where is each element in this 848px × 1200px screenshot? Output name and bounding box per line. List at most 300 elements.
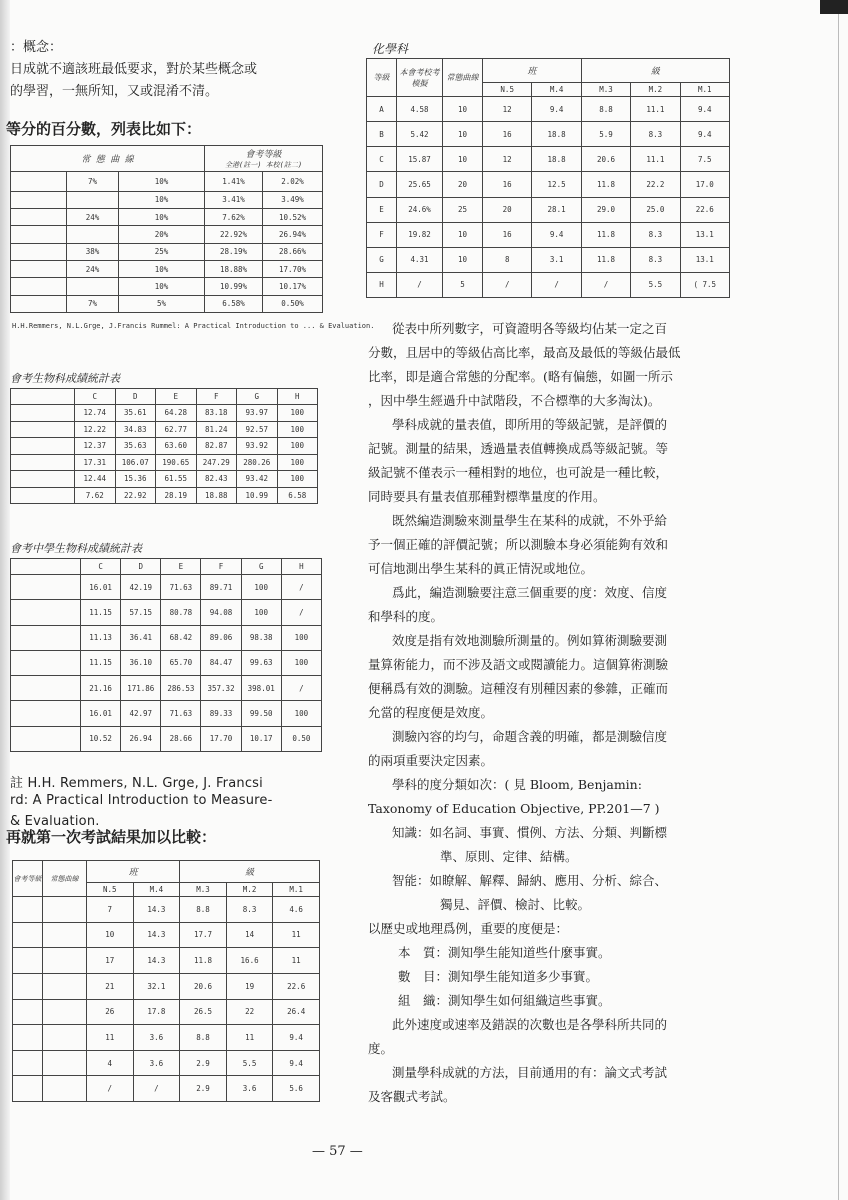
- table-cell: 8.8: [180, 1025, 227, 1051]
- table-cell: 4.58: [397, 97, 443, 122]
- table-cell: 99.63: [241, 650, 281, 675]
- table-cell: 8.3: [631, 247, 680, 272]
- table-cell: 5.6: [273, 1076, 320, 1102]
- table-row: [367, 147, 730, 172]
- table-cell: /: [281, 676, 321, 701]
- table-cell: 25.65: [397, 172, 443, 197]
- table-cell: 20.6: [581, 147, 630, 172]
- table-cell: 247.29: [196, 454, 237, 471]
- table-cell: 12.44: [75, 471, 116, 488]
- table-cell: 10.52: [81, 726, 121, 751]
- para1-line-1: 從表中所列數字，可資證明各等級均佔某一定之百: [392, 321, 668, 336]
- knowledge-line-1: 知識：如名詞、事實、慣例、方法、分類、判斷標: [392, 825, 668, 840]
- chem-group-class: 班: [483, 59, 582, 83]
- table-cell: 100: [277, 454, 318, 471]
- table-cell: 3.49%: [263, 191, 323, 208]
- table-cell: 9.4: [532, 222, 581, 247]
- table-header-cell: M.1: [273, 883, 320, 897]
- table-cell: 13.1: [680, 222, 729, 247]
- table-cell: 11.13: [81, 625, 121, 650]
- table-cell: /: [281, 600, 321, 625]
- table-cell: 5.5: [226, 1050, 273, 1076]
- table-row: [367, 122, 730, 147]
- table-cell: 35.63: [115, 438, 156, 455]
- table-cell: 17.70: [201, 726, 241, 751]
- table-cell: 28.19: [156, 487, 197, 504]
- para1-line-2: 分數，且居中的等級佔高比率，最高及最低的等級佔最低: [368, 345, 681, 360]
- table-cell: 62.77: [156, 421, 197, 438]
- table-biology-stats: [10, 388, 318, 504]
- table-cell: 20.6: [180, 973, 227, 999]
- para2-line-2: 記號。測量的結果，透過量表值轉換成爲等級記號。等: [368, 441, 669, 456]
- table-cell: 84.47: [201, 650, 241, 675]
- table-cell: 22.92%: [205, 226, 263, 243]
- table-cell: 9.4: [532, 97, 581, 122]
- para4-line-2: 和學科的度。: [368, 609, 444, 624]
- table-header-cell: N.5: [483, 83, 532, 97]
- table-cell: 12.37: [75, 438, 116, 455]
- table-first-exam: [12, 860, 320, 1102]
- table-cell: 10%: [119, 172, 205, 192]
- table-cell: 11.15: [81, 650, 121, 675]
- table-cell: 11: [273, 922, 320, 948]
- para1-line-3: 比率，即是適合常態的分配率。(略有偏態，如圖一所示: [368, 369, 673, 384]
- para4-line-1: 爲此，編造測驗要注意三個重要的度：效度、信度: [392, 585, 668, 600]
- table-school-biology-stats: [10, 558, 322, 752]
- table-header-cell: E: [161, 559, 201, 575]
- table-row: [11, 575, 322, 600]
- table-cell: 4.31: [397, 247, 443, 272]
- table-cell: 10: [443, 247, 483, 272]
- table-cell: 8.8: [180, 897, 227, 923]
- table-cell: 24%: [67, 260, 119, 277]
- table-cell: 10.99: [237, 487, 278, 504]
- page-number: — 57 —: [312, 1144, 363, 1159]
- table-cell: 25: [443, 197, 483, 222]
- table2-title: 會考生物科成績統計表: [10, 372, 120, 385]
- para3-line-2: 予一個正確的評價記號；所以測驗本身必須能夠有效和: [368, 537, 669, 552]
- table-row: [11, 600, 322, 625]
- table-cell: 11.1: [631, 97, 680, 122]
- table-cell: 10%: [119, 208, 205, 225]
- table4-group-level: 級: [180, 861, 320, 883]
- binding-shadow: [0, 0, 10, 1200]
- table-cell: 21.16: [81, 676, 121, 701]
- para8-line-1: 此外速度或速率及錯誤的次數也是各學科所共同的: [392, 1017, 668, 1032]
- table-header-cell: C: [75, 389, 116, 405]
- table-cell: 38%: [67, 243, 119, 260]
- table-cell: 24.6%: [397, 197, 443, 222]
- table-header-cell: F: [196, 389, 237, 405]
- table-cell: 10: [443, 222, 483, 247]
- table-cell: /: [133, 1076, 180, 1102]
- table-cell: 25%: [119, 243, 205, 260]
- table-cell: /: [87, 1076, 134, 1102]
- table-header-cell: M.4: [133, 883, 180, 897]
- table-cell: 26: [87, 999, 134, 1025]
- table-cell: 6.58: [277, 487, 318, 504]
- table-cell: 9.4: [680, 97, 729, 122]
- table-row: [11, 405, 318, 422]
- table-cell: 9.4: [273, 1050, 320, 1076]
- table-cell: 15.36: [115, 471, 156, 488]
- table-header-cell: H: [277, 389, 318, 405]
- table-cell: 93.92: [237, 438, 278, 455]
- corner-mark: [820, 0, 848, 14]
- table-header-cell: G: [241, 559, 281, 575]
- table-cell: 2.02%: [263, 172, 323, 192]
- table-cell: 57.15: [121, 600, 161, 625]
- table-header-cell: M.2: [226, 883, 273, 897]
- table-cell: 32.1: [133, 973, 180, 999]
- table-chemistry: [366, 58, 730, 298]
- table-cell: 26.5: [180, 999, 227, 1025]
- table-cell: 7%: [67, 172, 119, 192]
- table-cell: 11.8: [180, 948, 227, 974]
- table-cell: 12: [483, 97, 532, 122]
- table4-header-grade: 會考等級: [13, 861, 43, 897]
- table-cell: 36.10: [121, 650, 161, 675]
- table-cell: 0.50: [281, 726, 321, 751]
- table-cell: ( 7.5: [680, 272, 729, 297]
- table-cell: 0.50%: [263, 295, 323, 312]
- table-cell: 25.0: [631, 197, 680, 222]
- table-cell: 11: [226, 1025, 273, 1051]
- table-row: [11, 676, 322, 701]
- table-cell: 14: [226, 922, 273, 948]
- table-row: [367, 97, 730, 122]
- table-header-cell: H: [281, 559, 321, 575]
- table-cell: 100: [241, 575, 281, 600]
- table-cell: 16: [483, 222, 532, 247]
- para5-line-1: 效度是指有效地測驗所測量的。例如算術測驗要測: [392, 633, 668, 648]
- para1-line-4: ，因中學生經過升中試階段，不合標準的大多淘汰)。: [368, 393, 661, 408]
- table-cell: 22.6: [273, 973, 320, 999]
- table-cell: 100: [281, 701, 321, 726]
- heading-percent: 等分的百分數，列表比如下：: [6, 120, 202, 138]
- table-cell: 99.50: [241, 701, 281, 726]
- table-cell: 10: [87, 922, 134, 948]
- table-cell: 22: [226, 999, 273, 1025]
- table-cell: 3.6: [133, 1050, 180, 1076]
- table-cell: 398.01: [241, 676, 281, 701]
- table-cell: 3.41%: [205, 191, 263, 208]
- table-cell: G: [367, 247, 397, 272]
- table-row: [367, 222, 730, 247]
- table-cell: 82.43: [196, 471, 237, 488]
- table-row: [13, 897, 320, 923]
- table-cell: [67, 278, 119, 295]
- table-cell: 12.22: [75, 421, 116, 438]
- table-cell: 1.41%: [205, 172, 263, 192]
- table3-title: 會考中學生物科成績統計表: [10, 542, 142, 555]
- para5-line-4: 允當的程度便是效度。: [368, 705, 494, 720]
- table-row: [11, 172, 67, 192]
- table-cell: 100: [241, 600, 281, 625]
- table-row: [11, 701, 322, 726]
- history-item-2: 數 目：測知學生能知道多少事實。: [398, 969, 599, 984]
- table-cell: 29.0: [581, 197, 630, 222]
- table-row: [11, 243, 67, 260]
- table-cell: 3.1: [532, 247, 581, 272]
- table-cell: 100: [277, 471, 318, 488]
- table-cell: 14.3: [133, 897, 180, 923]
- table-cell: 21: [87, 973, 134, 999]
- table-cell: 18.8: [532, 122, 581, 147]
- table-row: [13, 922, 320, 948]
- table-cell: 5%: [119, 295, 205, 312]
- table-cell: 100: [281, 650, 321, 675]
- ability-line-2: 獨見、評價、檢討、比較。: [440, 897, 591, 912]
- chemistry-title: 化學科: [372, 42, 409, 56]
- table-cell: 8: [483, 247, 532, 272]
- table-header-cell: G: [237, 389, 278, 405]
- table-row: [11, 471, 318, 488]
- table-row: [13, 948, 320, 974]
- para3-line-1: 既然編造測驗來測量學生在某科的成就，不外乎給: [392, 513, 668, 528]
- table-cell: 100: [277, 405, 318, 422]
- table-cell: /: [483, 272, 532, 297]
- table-cell: 5.5: [631, 272, 680, 297]
- chem-header-grade: 等級: [367, 59, 397, 97]
- table-cell: 7.62: [75, 487, 116, 504]
- table-cell: 11.1: [631, 147, 680, 172]
- table-header-cell: C: [81, 559, 121, 575]
- table-cell: 26.94: [121, 726, 161, 751]
- table-cell: 7%: [67, 295, 119, 312]
- table-cell: /: [581, 272, 630, 297]
- table-cell: 82.87: [196, 438, 237, 455]
- table-cell: 89.71: [201, 575, 241, 600]
- table-cell: 20: [483, 197, 532, 222]
- para6-line-2: 的兩項重要決定因素。: [368, 753, 494, 768]
- table-cell: 11.8: [581, 172, 630, 197]
- table-cell: 3.6: [133, 1025, 180, 1051]
- table-cell: 7.5: [680, 147, 729, 172]
- table-cell: [11, 389, 75, 405]
- para5-line-3: 便稱爲有效的測驗。這種沒有別種因素的參雜，正確而: [368, 681, 669, 696]
- table-cell: [67, 191, 119, 208]
- table-header-cell: M.4: [532, 83, 581, 97]
- table-cell: 16.01: [81, 575, 121, 600]
- table-header-cell: M.3: [180, 883, 227, 897]
- para3-line-3: 可信地測出學生某科的眞正情況或地位。: [368, 561, 594, 576]
- table-cell: 65.70: [161, 650, 201, 675]
- para6-line-1: 測驗內容的均勻，命題含義的明確，都是測驗信度: [392, 729, 668, 744]
- table-cell: 190.65: [156, 454, 197, 471]
- citation-line-1: 註 H.H. Remmers, N.L. Grge, J. Francsi: [10, 776, 263, 791]
- table-cell: 22.2: [631, 172, 680, 197]
- knowledge-line-2: 準、原則、定律、結構。: [440, 849, 578, 864]
- table-cell: 22.6: [680, 197, 729, 222]
- table-row: [11, 226, 67, 243]
- table-row: [11, 191, 67, 208]
- table-cell: 286.53: [161, 676, 201, 701]
- history-item-3: 組 織：測知學生如何組織這些事實。: [398, 993, 611, 1008]
- table-cell: 26.94%: [263, 226, 323, 243]
- table-cell: 9.4: [273, 1025, 320, 1051]
- table-cell: 68.42: [161, 625, 201, 650]
- table-cell: 11: [87, 1025, 134, 1051]
- table-cell: 8.3: [631, 122, 680, 147]
- table-cell: 89.33: [201, 701, 241, 726]
- table-cell: 42.97: [121, 701, 161, 726]
- table-cell: 5.42: [397, 122, 443, 147]
- table-cell: 10%: [119, 191, 205, 208]
- table-row: [13, 1050, 320, 1076]
- table-row: [13, 1025, 320, 1051]
- table1-header-exam: 會考等級 全港(註一) 本校(註二): [205, 146, 323, 172]
- table-cell: 10: [443, 122, 483, 147]
- ability-line-1: 智能：如瞭解、解釋、歸納、應用、分析、綜合、: [392, 873, 668, 888]
- table-row: [367, 197, 730, 222]
- table-row: [11, 487, 318, 504]
- table-cell: 280.26: [237, 454, 278, 471]
- table-cell: 357.32: [201, 676, 241, 701]
- table-cell: 17.8: [133, 999, 180, 1025]
- table-cell: 92.57: [237, 421, 278, 438]
- table-cell: 64.28: [156, 405, 197, 422]
- table-cell: 16.6: [226, 948, 273, 974]
- chem-group-level: 級: [581, 59, 729, 83]
- table-cell: 8.3: [226, 897, 273, 923]
- table1-caption: H.H.Remmers, N.L.Grge, J.Francis Rummel: A Practical Introduction to ... & Evaluation.: [12, 322, 375, 330]
- table-cell: 10.17%: [263, 278, 323, 295]
- para2-line-4: 同時要具有量表值那種對標準量度的作用。: [368, 489, 606, 504]
- table-cell: 15.87: [397, 147, 443, 172]
- table-cell: 7: [87, 897, 134, 923]
- table-header-cell: D: [121, 559, 161, 575]
- table-cell: 10: [443, 97, 483, 122]
- table-row: [11, 438, 318, 455]
- chem-header-curve: 常態曲線: [443, 59, 483, 97]
- table-row: [11, 260, 67, 277]
- table-cell: C: [367, 147, 397, 172]
- table-cell: 11.8: [581, 247, 630, 272]
- table-header-cell: N.5: [87, 883, 134, 897]
- table-row: [367, 172, 730, 197]
- table-header-cell: M.2: [631, 83, 680, 97]
- para9-line-2: 及客觀式考試。: [368, 1089, 456, 1104]
- table-cell: 20: [443, 172, 483, 197]
- table4-group-class: 班: [87, 861, 180, 883]
- table-cell: [67, 226, 119, 243]
- left-line-2: 日成就不適該班最低要求，對於某些概念或: [10, 62, 258, 77]
- citation-line-3: & Evaluation.: [10, 814, 100, 829]
- para7-line-2: Taxonomy of Education Objective, PP.201—7 ): [368, 801, 660, 816]
- table-cell: 12.5: [532, 172, 581, 197]
- table-cell: D: [367, 172, 397, 197]
- table-cell: 83.18: [196, 405, 237, 422]
- table-cell: 11.15: [81, 600, 121, 625]
- table-cell: 7.62%: [205, 208, 263, 225]
- table-cell: 94.08: [201, 600, 241, 625]
- table-cell: 80.78: [161, 600, 201, 625]
- table-header-cell: F: [201, 559, 241, 575]
- table-cell: /: [532, 272, 581, 297]
- table-row: [367, 247, 730, 272]
- table-cell: 100: [277, 421, 318, 438]
- table-cell: 34.83: [115, 421, 156, 438]
- table-cell: H: [367, 272, 397, 297]
- table-row: [11, 650, 322, 675]
- table-cell: 22.92: [115, 487, 156, 504]
- table-cell: 98.38: [241, 625, 281, 650]
- table-row: [11, 295, 67, 312]
- table-cell: 2.9: [180, 1050, 227, 1076]
- left-line-3: 的學習，一無所知，又或混淆不清。: [10, 84, 219, 99]
- para7-line-1: 學科的度分類如次：( 見 Bloom, Benjamin:: [392, 777, 642, 792]
- table-cell: 10.17: [241, 726, 281, 751]
- table-cell: 19: [226, 973, 273, 999]
- table-cell: 14.3: [133, 948, 180, 974]
- table-cell: 16: [483, 172, 532, 197]
- table-row: [13, 973, 320, 999]
- table-cell: 6.58%: [205, 295, 263, 312]
- table-cell: 10%: [119, 260, 205, 277]
- table-row: [13, 1076, 320, 1102]
- table-cell: 17.70%: [263, 260, 323, 277]
- table-cell: 4: [87, 1050, 134, 1076]
- table-cell: 5: [443, 272, 483, 297]
- table-row: [11, 421, 318, 438]
- table-cell: 17.0: [680, 172, 729, 197]
- heading-compare: 再就第一次考試結果加以比較：: [6, 828, 217, 846]
- chem-header-mock: 本會考校考模擬: [397, 59, 443, 97]
- table-cell: 17.7: [180, 922, 227, 948]
- table-cell: E: [367, 197, 397, 222]
- table-cell: 17.31: [75, 454, 116, 471]
- table-cell: 19.82: [397, 222, 443, 247]
- table-cell: A: [367, 97, 397, 122]
- table-cell: /: [281, 575, 321, 600]
- history-intro: 以歷史或地理爲例，重要的度便是：: [368, 921, 569, 936]
- table-cell: 71.63: [161, 575, 201, 600]
- table-row: [11, 454, 318, 471]
- table1-header-curve: 常 態 曲 線: [11, 146, 205, 172]
- table-cell: 36.41: [121, 625, 161, 650]
- table-cell: 16: [483, 122, 532, 147]
- table-cell: 24%: [67, 208, 119, 225]
- table-row: [367, 272, 730, 297]
- table-cell: 28.66: [161, 726, 201, 751]
- table-cell: 14.3: [133, 922, 180, 948]
- table-cell: /: [397, 272, 443, 297]
- table-cell: 4.6: [273, 897, 320, 923]
- page-edge: [838, 14, 839, 1200]
- table-cell: 171.86: [121, 676, 161, 701]
- table-cell: 10: [443, 147, 483, 172]
- table-cell: 10.99%: [205, 278, 263, 295]
- table-cell: 100: [277, 438, 318, 455]
- table-row: [11, 625, 322, 650]
- table-cell: 81.24: [196, 421, 237, 438]
- left-line-1: ：概念：: [10, 40, 63, 55]
- table-cell: 12.74: [75, 405, 116, 422]
- table-cell: 26.4: [273, 999, 320, 1025]
- table-cell: 9.4: [680, 122, 729, 147]
- table-row: [13, 999, 320, 1025]
- table-cell: 8.3: [631, 222, 680, 247]
- table-cell: 42.19: [121, 575, 161, 600]
- table-cell: 28.19%: [205, 243, 263, 260]
- table-cell: 18.8: [532, 147, 581, 172]
- table-header-cell: M.1: [680, 83, 729, 97]
- table-cell: 93.42: [237, 471, 278, 488]
- para2-line-1: 學科成就的量表值，即所用的等級記號，是評價的: [392, 417, 668, 432]
- table-cell: B: [367, 122, 397, 147]
- table-cell: 18.88%: [205, 260, 263, 277]
